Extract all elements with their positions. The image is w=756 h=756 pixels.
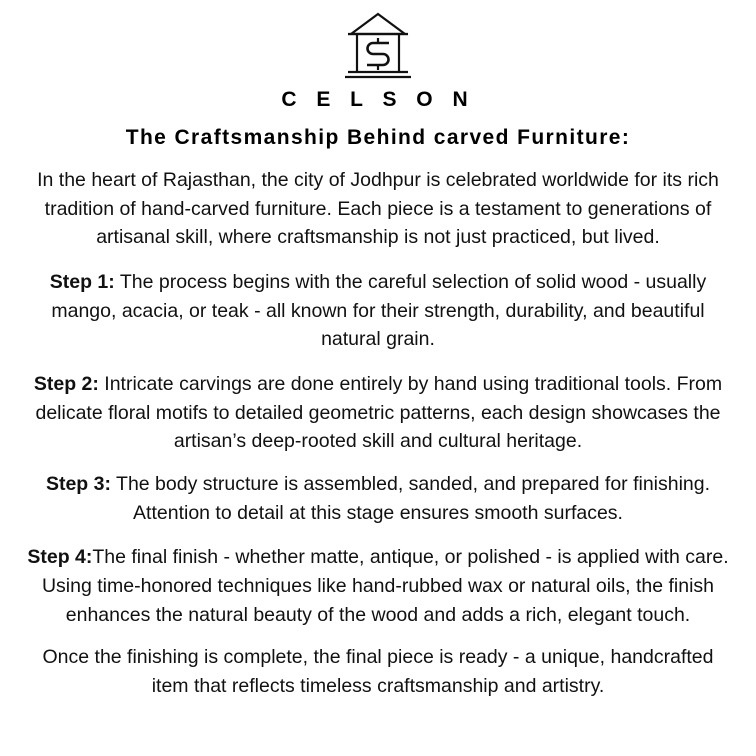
closing-paragraph: Once the finishing is complete, the final piece is ready - a unique, handcrafted item that reflects timeless craftsmanship and artistry. bbox=[42, 646, 714, 697]
step-4-text: The final finish - whether matte, antique, or polished - is applied with care. Using time-honored techniques like hand-rubbed wax or natural oils, the finish enhances the natural beauty of the wood and adds a rich, elegant touch. bbox=[41, 546, 729, 626]
step-2-text: Intricate carvings are done entirely by hand using traditional tools. From delicate floral motifs to detailed geometric patterns, each design showcases the artisan’s deep-rooted skill and cultural heritage. bbox=[35, 372, 723, 453]
step-1-label: Step 1: bbox=[49, 270, 115, 293]
page-title: The Craftsmanship Behind carved Furniture: bbox=[125, 126, 631, 149]
intro-paragraph: In the heart of Rajasthan, the city of Jodhpur is celebrated worldwide for its rich tradition of hand-carved furniture. Each piece is a testament to generations of artisanal skill, where craftsmanship is not just practiced, but lived. bbox=[37, 169, 719, 249]
step-1-text: The process begins with the careful selection of solid wood - usually mango, acacia, or teak - all known for their strength, durability, and beautiful natural grain. bbox=[51, 270, 707, 351]
step-3-paragraph bbox=[23, 470, 733, 527]
house-monogram-logo-icon bbox=[335, 10, 421, 84]
step-1-paragraph bbox=[23, 268, 733, 354]
brand-name: C E L S O N bbox=[281, 88, 475, 111]
step-2-paragraph bbox=[23, 370, 733, 456]
step-2-label: Step 2: bbox=[33, 372, 99, 395]
step-3-text: The body structure is assembled, sanded, and prepared for finishing. Attention to detail at this stage ensures smooth surfaces. bbox=[110, 472, 711, 524]
step-3-label: Step 3: bbox=[45, 472, 111, 495]
step-4-label: Step 4: bbox=[27, 546, 93, 569]
step-4-paragraph bbox=[23, 543, 733, 629]
